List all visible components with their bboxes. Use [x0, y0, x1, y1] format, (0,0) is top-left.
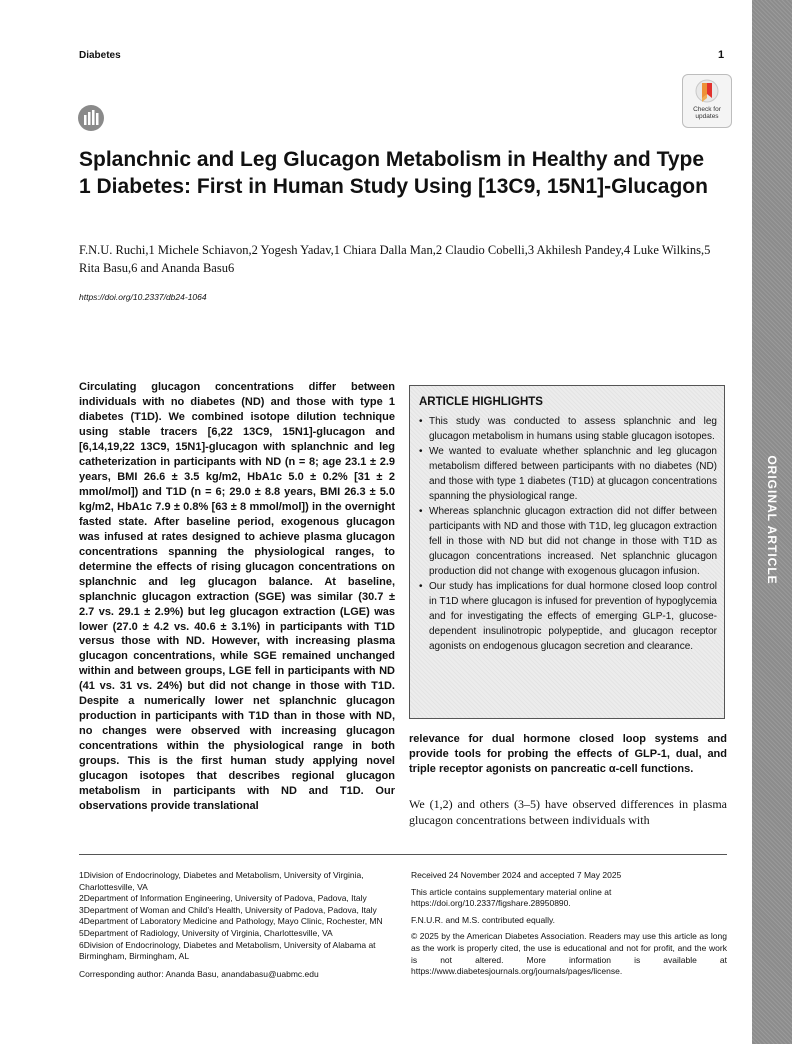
bookmark-icon	[683, 75, 731, 107]
affiliation-item: 6Division of Endocrinology, Diabetes and Metabolism, University of Alabama at Birmingham, Birmingham, AL	[79, 939, 376, 962]
affiliation-item: 4Department of Laboratory Medicine and Pathology, Mayo Clinic, Rochester, MN	[79, 916, 383, 927]
article-title	[79, 146, 719, 200]
sidebar-label: ORIGINAL ARTICLE	[765, 455, 779, 585]
highlight-item: • Our study has implications for dual hormone closed loop control in T1D where glucagon is infused for prevention of hypoglycemia and for investigating the effects of emerging GLP-1, glucose-dependent insulinotropic polypeptide, and glucagon receptor agonists on endogenous glucagon secretion and clearance.	[417, 579, 717, 654]
affiliation-item: 2Department of Information Engineering, University of Padova, Padova, Italy	[79, 893, 367, 904]
abstract: Circulating glucagon concentrations differ between individuals with no diabetes (ND) and those with type 1 diabetes (T1D). We combined isotope dilution technique using stable tracers [6,22 13C9, 15N1]-glucagon and [6,14,19,22 13C9, 15N1]-glucagon with splanchnic and leg catheterization in participants with ND (n = 8; age 23.1 ± 2.9 years, BMI 26.6 ± 3.5 kg/m2, HbA1c 5.0 ± 0.2% [31 ± 2 mmol/mol]) and T1D (n = 6; 29.0 ± 8.8 years, BMI 26.3 ± 5.0 kg/m2, HbA1c 7.9 ± 0.8% [63 ± 8 mmol/mol]) in the overnight fasted state. After baseline period, exogenous glucagon was infused at rates designed to achieve plasma glucagon concentrations spanning the physiological ranges, to determine the effects of rising glucagon concentrations on splanchnic and leg glucagon balance. At baseline, splanchnic glucagon extraction (SGE) was similar (30.7 ± 2.7 vs. 29.1 ± 2.9%) but leg glucagon extraction (LGE) was lower (27.0 ± 4.2 vs. 40.6 ± 3.1%) in participants with T1D versus those with ND. However, with increasing plasma glucagon concentrations, while SGE remained unchanged within and between groups, LGE fell in participants with ND (41 vs. 31 vs. 24%) but did not change in those with T1D. Despite a numerically lower net splanchnic glucagon production in participants with T1D than in those with ND, no changes were observed with increasing glucagon concentrations within the physiological range in both groups. This is the first human study applying novel glucagon isotopes that describes regional glucagon metabolism in participants with ND and T1D. Our observations provide translational	[79, 381, 395, 813]
footnote-divider	[79, 854, 727, 855]
highlight-item: • Whereas splanchnic glucagon extraction did not differ between participants with ND and those with T1D, leg glucagon extraction fell in those with ND but did not change in those with T1D as glucagon concentrations increased. Net splanchnic glucagon production did not change with exogenous glucagon infusion.	[417, 504, 717, 579]
article-meta	[411, 870, 727, 983]
author-list: F.N.U. Ruchi,1 Michele Schiavon,2 Yogesh Yadav,1 Chiara Dalla Man,2 Claudio Cobelli,3 Akhilesh Pandey,4 Luke Wilkins,5 Rita Basu,6 and Ananda Basu6	[79, 243, 711, 275]
supplementary-note[interactable]: This article contains supplementary material online at https://doi.org/10.2337/figshare.28950890.	[411, 886, 612, 909]
highlights-list	[417, 414, 717, 654]
affiliation-item: 5Department of Radiology, University of Virginia, Charlottesville, VA	[79, 927, 333, 938]
check-updates-text: Check for updates	[693, 106, 721, 120]
license-note: © 2025 by the American Diabetes Association. Readers may use this article as long as the work is properly cited, the use is educational and not for profit, and the work is not altered. More information is available at https://www.diabetesjournals.org/journals/pages/license.	[411, 931, 727, 977]
journal-section-label: Diabetes	[79, 50, 121, 61]
doi-link[interactable]: https://doi.org/10.2337/db24-1064	[79, 292, 207, 302]
section-sidebar	[752, 0, 792, 1044]
introduction-paragraph: We (1,2) and others (3–5) have observed differences in plasma glucagon concentrations between individuals with	[409, 797, 727, 827]
affiliations	[79, 870, 395, 980]
abstract-continuation: relevance for dual hormone closed loop systems and provide tools for probing the effects of GLP-1, dual, and triple receptor agonists on pancreatic α-cell functions.	[409, 733, 727, 775]
check-for-updates-badge[interactable]	[682, 74, 732, 128]
highlights-title: ARTICLE HIGHLIGHTS	[419, 396, 543, 408]
corresponding-author: Corresponding author: Ananda Basu, anandabasu@uabmc.edu	[79, 968, 319, 979]
title-text: Splanchnic and Leg Glucagon Metabolism in Healthy and Type 1 Diabetes: First in Human Study Using [13C9, 15N1]-Glucagon	[79, 148, 708, 198]
open-access-logo-icon	[77, 104, 105, 137]
highlight-item: • This study was conducted to assess splanchnic and leg glucagon metabolism in humans using stable glucagon isotopes.	[417, 414, 717, 444]
affiliation-item: 1Division of Endocrinology, Diabetes and Metabolism, University of Virginia, Charlottesville, VA	[79, 870, 364, 892]
highlight-item: • We wanted to evaluate whether splanchnic and leg glucagon metabolism differed between participants with no diabetes (ND) and those with type 1 diabetes (T1D) at glucagon concentrations spanning the physiological range.	[417, 444, 717, 504]
received-date: Received 24 November 2024 and accepted 7 May 2025	[411, 870, 622, 880]
affiliation-item: 3Department of Woman and Child’s Health, University of Padova, Padova, Italy	[79, 904, 377, 915]
page-number: 1	[718, 49, 725, 61]
contribution-note: F.N.U.R. and M.S. contributed equally.	[411, 914, 555, 925]
